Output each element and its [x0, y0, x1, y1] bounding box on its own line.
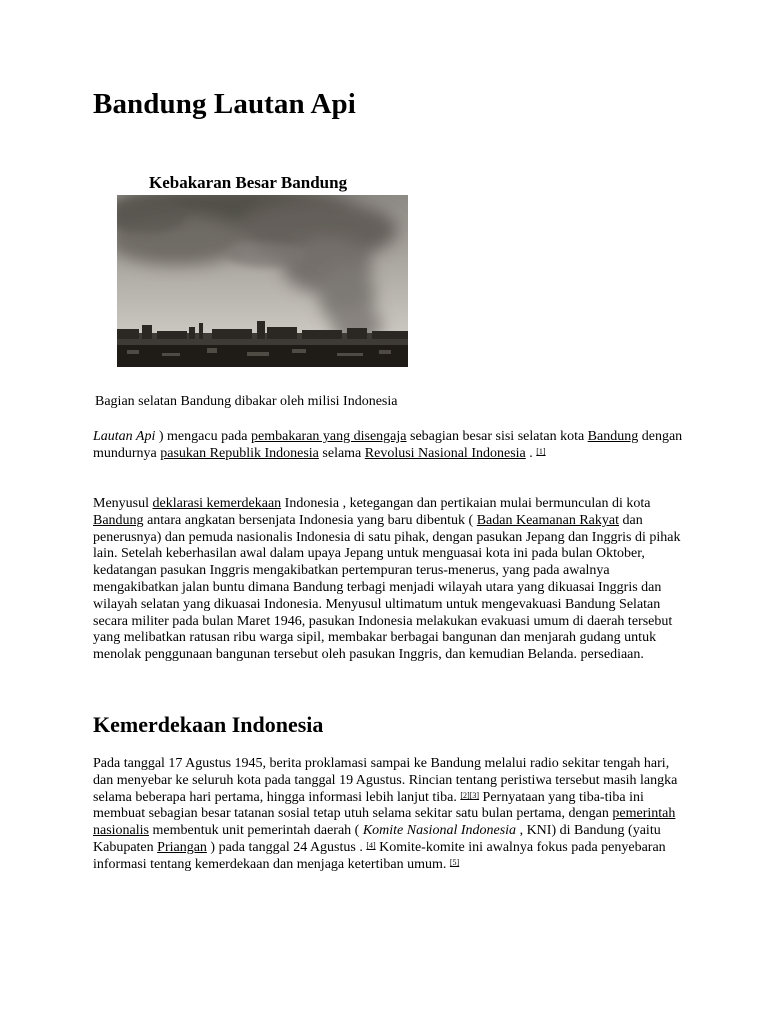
term-lautan-api: Lautan Api	[93, 429, 156, 444]
link-badan-keamanan-rakyat[interactable]: Badan Keamanan Rakyat	[476, 512, 619, 528]
text: , KNI) di Bandung (yaitu Kabupaten	[93, 823, 661, 855]
ref-5[interactable]: [5]	[449, 857, 460, 867]
text: antara angkatan bersenjata Indonesia yang baru dibentuk (	[143, 512, 477, 528]
figure-caption: Bagian selatan Bandung dibakar oleh milisi Indonesia	[95, 394, 398, 409]
text: .	[525, 445, 537, 461]
text: membentuk unit pemerintah daerah (	[149, 823, 363, 839]
text: Komite-komite ini awalnya fokus pada penyebaran informasi tentang kemerdekaan dan menjaga ketertiban umum.	[93, 839, 666, 872]
link-bandung[interactable]: Bandung	[587, 429, 639, 444]
ref-2[interactable]: [2]	[460, 790, 470, 800]
link-pemerintah-nasionalis[interactable]: pemerintah nasionalis	[93, 806, 676, 839]
ref-1[interactable]: [1]	[536, 446, 546, 456]
page-title: Bandung Lautan Api	[93, 88, 356, 120]
text: sebagian besar sisi selatan kota	[406, 429, 588, 444]
text: dan penerusnya) dan pemuda nasionalis Indonesia di satu pihak, dengan pasukan Jepang dan Inggris di pihak lain. Setelah keberhasilan awal dalam upaya Jepang untuk menguasai kota ini pada bulan Oktober, kedatangan pasukan Inggris mengakibatkan pertempuran terus-menerus, yang pada awalnya mengakibatkan jalan buntu dimana Bandung terbagi menjadi wilayah utara yang dikuasai Inggris dan wilayah selatan yang dikuasai Indonesia. Menyusul ultimatum untuk mengevakuasi Bandung Selatan secara militer pada bulan Maret 1946, pasukan Indonesia melakukan evakuasi umum di daerah tersebut yang melibatkan ratusan ribu warga sipil, membakar berbagai bangunan dan menjarah gudang untuk menolak penggunaan bangunan tersebut oleh pasukan Inggris, dan kemudian Belanda. persediaan.	[93, 512, 681, 663]
link-bandung[interactable]: Bandung	[93, 512, 144, 528]
fire-smoke-photo	[117, 195, 408, 367]
term-komite-nasional: Komite Nasional Indonesia	[362, 823, 517, 839]
figure-title: Kebakaran Besar Bandung	[149, 173, 348, 192]
text: Pada tanggal 17 Agustus 1945, berita proklamasi sampai ke Bandung melalui radio sekitar tengah hari, dan menyebar ke seluruh kota pada tanggal 19 Agustus. Rincian tentang peristiwa tersebut masih langka selama beberapa hari pertama, hingga informasi lebih lanjut tiba.	[93, 756, 678, 805]
section-heading: Kemerdekaan Indonesia	[93, 712, 324, 737]
text: ) pada tanggal 24 Agustus .	[206, 839, 367, 855]
link-pembakaran[interactable]: pembakaran yang disengaja	[251, 429, 407, 444]
text: selama	[318, 445, 365, 461]
link-priangan[interactable]: Priangan	[157, 839, 207, 855]
text: Pernyataan yang tiba-tiba ini membuat sebagian besar tatanan sosial tetap utuh selama sekitar satu bulan pertama, dengan	[93, 789, 644, 822]
link-pasukan-republik[interactable]: pasukan Republik Indonesia	[160, 445, 319, 461]
link-deklarasi-kemerdekaan[interactable]: deklarasi kemerdekaan	[152, 496, 282, 511]
ref-3[interactable]: [3]	[469, 790, 480, 800]
link-revolusi-nasional[interactable]: Revolusi Nasional Indonesia	[364, 445, 526, 461]
paragraph-background	[93, 496, 683, 664]
text: Indonesia , ketegangan dan pertikaian mulai bermunculan di kota	[281, 496, 651, 511]
text: ) mengacu pada	[155, 429, 251, 444]
text: Menyusul	[93, 496, 153, 511]
ref-4[interactable]: [4]	[366, 840, 376, 850]
text: dengan mundurnya	[93, 429, 683, 461]
paragraph-independence	[93, 756, 683, 874]
paragraph-intro	[93, 429, 683, 463]
